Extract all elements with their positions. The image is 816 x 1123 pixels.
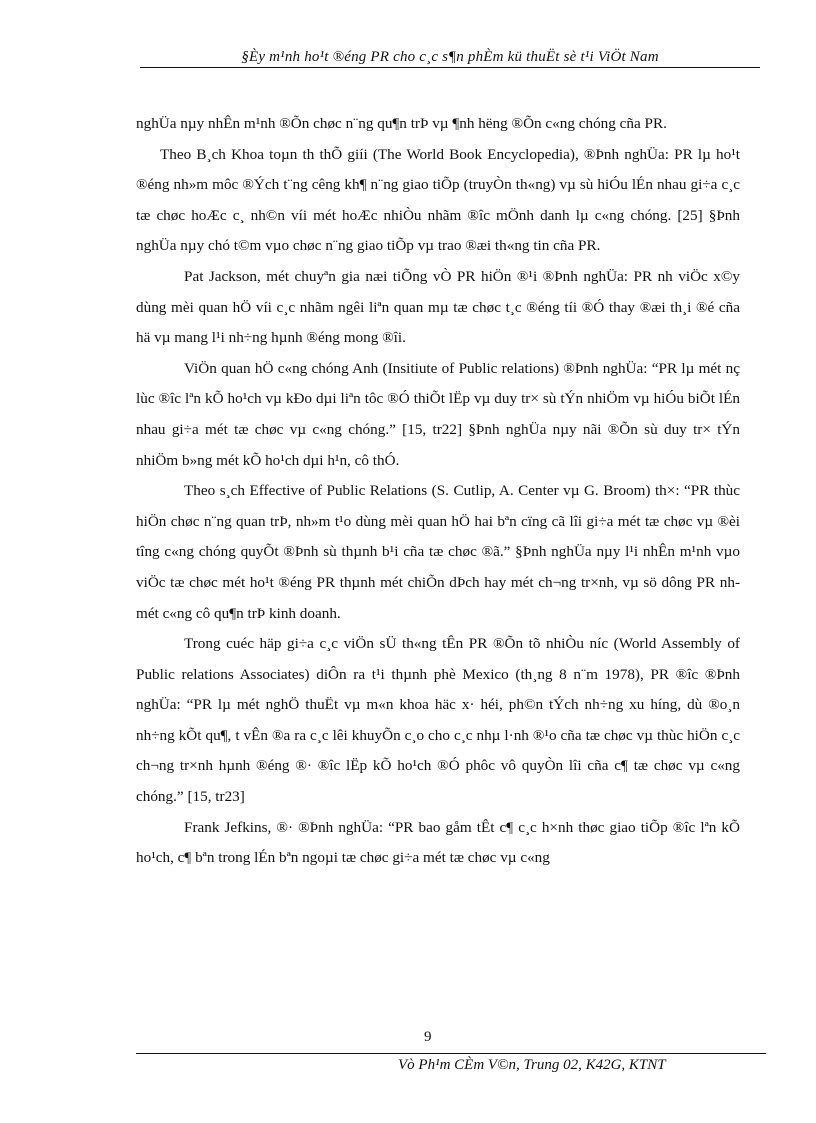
paragraph-world-assembly: Trong cuéc häp gi÷a c¸c viÖn sÜ th«ng tÊn PR ®Õn tõ nhiÒu níc (World Assembly of Public relations Associates) diÔn ra t¹i thµnh phè Mexico (th¸ng 8 n¨m 1978), PR ®îc ®Þnh nghÜa: “PR lµ mét nghÖ thuËt vµ m«n khoa häc x· héi, ph©n tÝch nh÷ng xu híng, dù ®o¸n nh÷ng kÕt qu¶, t vÊn ®a ra c¸c lêi khuyÕn c¸o cho c¸c nhµ l·nh ®¹o cña tæ chøc vµ thùc hiÖn c¸c ch¬ng tr×nh hµnh ®éng ®· ®îc lËp kÕ ho¹ch ®Ó phôc vô quyÒn lîi cña c¶ tæ chøc vµ c«ng chóng.” [15, tr23] — [136, 635, 740, 806]
paragraph-frank-jefkins: Frank Jefkins, ®· ®Þnh nghÜa: “PR bao gåm tÊt c¶ c¸c h×nh thøc giao tiÕp ®îc lªn kÕ ho¹ch, c¶ bªn trong lÉn bªn ngoµi tæ chøc gi÷a mét tæ chøc vµ c«ng — [136, 818, 740, 867]
paragraph-institute: ViÖn quan hÖ c«ng chóng Anh (Insitiute of Public relations) ®Þnh nghÜa: “PR lµ mét nç lùc ®îc lªn kÕ ho¹ch vµ kÐo dµi liªn tôc ®Ó thiÕt lËp vµ duy tr× sù tÝn nhiÖm vµ hiÓu biÕt lÉn nhau gi÷a mét tæ chøc vµ c«ng chóng.” [15, tr22] §Þnh nghÜa nµy nãi ®Õn sù duy tr× tÝn nhiÖm b»ng mét kÕ ho¹ch dµi h¹n, cô thÓ. — [136, 359, 740, 469]
document-body — [136, 109, 740, 874]
footer-divider — [136, 1053, 766, 1054]
paragraph-pat-jackson: Pat Jackson, mét chuyªn gia næi tiÕng vÒ PR hiÖn ®¹i ®Þnh nghÜa: PR nh viÖc x©y dùng mèi quan hÖ víi c¸c nhãm ngêi liªn quan mµ tæ chøc t¸c ®éng tíi ®Ó thay ®æi th¸i ®é cña hä vµ mang l¹i nh÷ng hµnh ®éng mong ®îi. — [136, 267, 740, 347]
running-footer: Vò Ph¹m CÈm V©n, Trung 02, K42G, KTNT — [398, 1057, 666, 1073]
running-header: §Èy m¹nh ho¹t ®éng PR cho c¸c s¶n phÈm kü thuËt sè t¹i ViÖt Nam — [241, 49, 659, 65]
paragraph-continuation: nghÜa nµy nhÊn m¹nh ®Õn chøc n¨ng qu¶n trÞ vµ ¶nh hëng ®Õn c«ng chóng cña PR. — [136, 115, 667, 132]
paragraph-world-book: Theo B¸ch Khoa toµn th thÕ giíi (The World Book Encyclopedia), ®Þnh nghÜa: PR lµ ho¹t ®éng nh»m môc ®Ých t¨ng cêng kh¶ n¨ng giao tiÕp (truyÒn th«ng) vµ sù hiÓu lÉn nhau gi÷a c¸c tæ chøc hoÆc c¸ nh©n víi mét hoÆc nhiÒu nhãm ®îc mÖnh danh lµ c«ng chóng. [25] §Þnh nghÜa nµy chó t©m vµo chøc n¨ng giao tiÕp vµ trao ®æi th«ng tin cña PR. — [136, 145, 740, 255]
paragraph-effective-pr: Theo s¸ch Effective of Public Relations (S. Cutlip, A. Center vµ G. Broom) th×: “PR thùc hiÖn chøc n¨ng quan trÞ, nh»m t¹o dùng mèi quan hÖ hai bªn cïng cã lîi gi÷a mét tæ chøc vµ ®èi tîng c«ng chóng quyÕt ®Þnh sù thµnh b¹i cña tæ chøc ®ã.” §Þnh nghÜa nµy l¹i nhÊn m¹nh vµo viÖc tæ chøc mét ho¹t ®éng PR thµnh mét chiÕn dÞch hay mét ch¬ng tr×nh, vµ sö dông PR nh mét c«ng cô qu¶n trÞ kinh doanh. — [136, 482, 740, 622]
page-number: 9 — [424, 1029, 432, 1045]
header-divider — [140, 67, 760, 68]
